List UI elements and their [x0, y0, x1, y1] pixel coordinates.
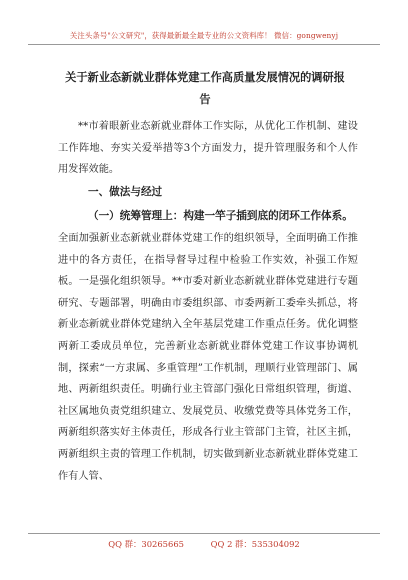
header-divider [28, 44, 380, 45]
section-heading: 一、做法与经过 [88, 186, 163, 198]
document-title: 关于新业态新就业群体党建工作高质量发展情况的调研报告 [65, 70, 345, 106]
qq-group-secondary: QQ 2 群：535304092 [210, 539, 300, 549]
footer-contacts [0, 538, 408, 550]
intro-paragraph [58, 116, 358, 181]
intro-text: **市着眼新业态新就业群体工作实际，从优化工作机制、建设工作阵地、夯实关爱举措等3个方面发力，提升管理服务和个人作用发挥效能。 [58, 121, 358, 176]
qq-group-primary: QQ 群：30265665 [108, 539, 184, 549]
body-paragraph: 全面加强新业态新就业群体党建工作的组织领导，全面明确工作推进中的各方责任，在指导督导过程中检验工作实效，补强工作短板。一是强化组织领导。**市委对新业态新就业群体党建进行专题研究、专题部署，明确由市委组织部、市委两新工委牵头抓总，将新业态新就业群体党建纳入全年基层党建工作重点任务。优化调整两新工委成员单位，完善新业态新就业群体党建工作议事协调机制，探索“一方隶属、多重管理”工作机制，理顺行业管理部门、属地、两新组织责任。明确行业主管部门强化日常组织管理，街道、社区属地负责党组织建立、发展党员、收缴党费等具体党务工作，两新组织落实好主体责任，形成各行业主管部门主管，社区主抓，两新组织主责的管理工作机制，切实做到新业态新就业群体党建工作有人管、 [58, 233, 358, 482]
subheading: （一）统筹管理上：构建一竿子插到底的闭环工作体系。 [88, 210, 353, 222]
footer-divider [28, 533, 380, 534]
header-notice: 关注头条号"公文研究"，获得最新最全最专业的公文资料库！ 微信：gongwenyj [69, 31, 339, 40]
